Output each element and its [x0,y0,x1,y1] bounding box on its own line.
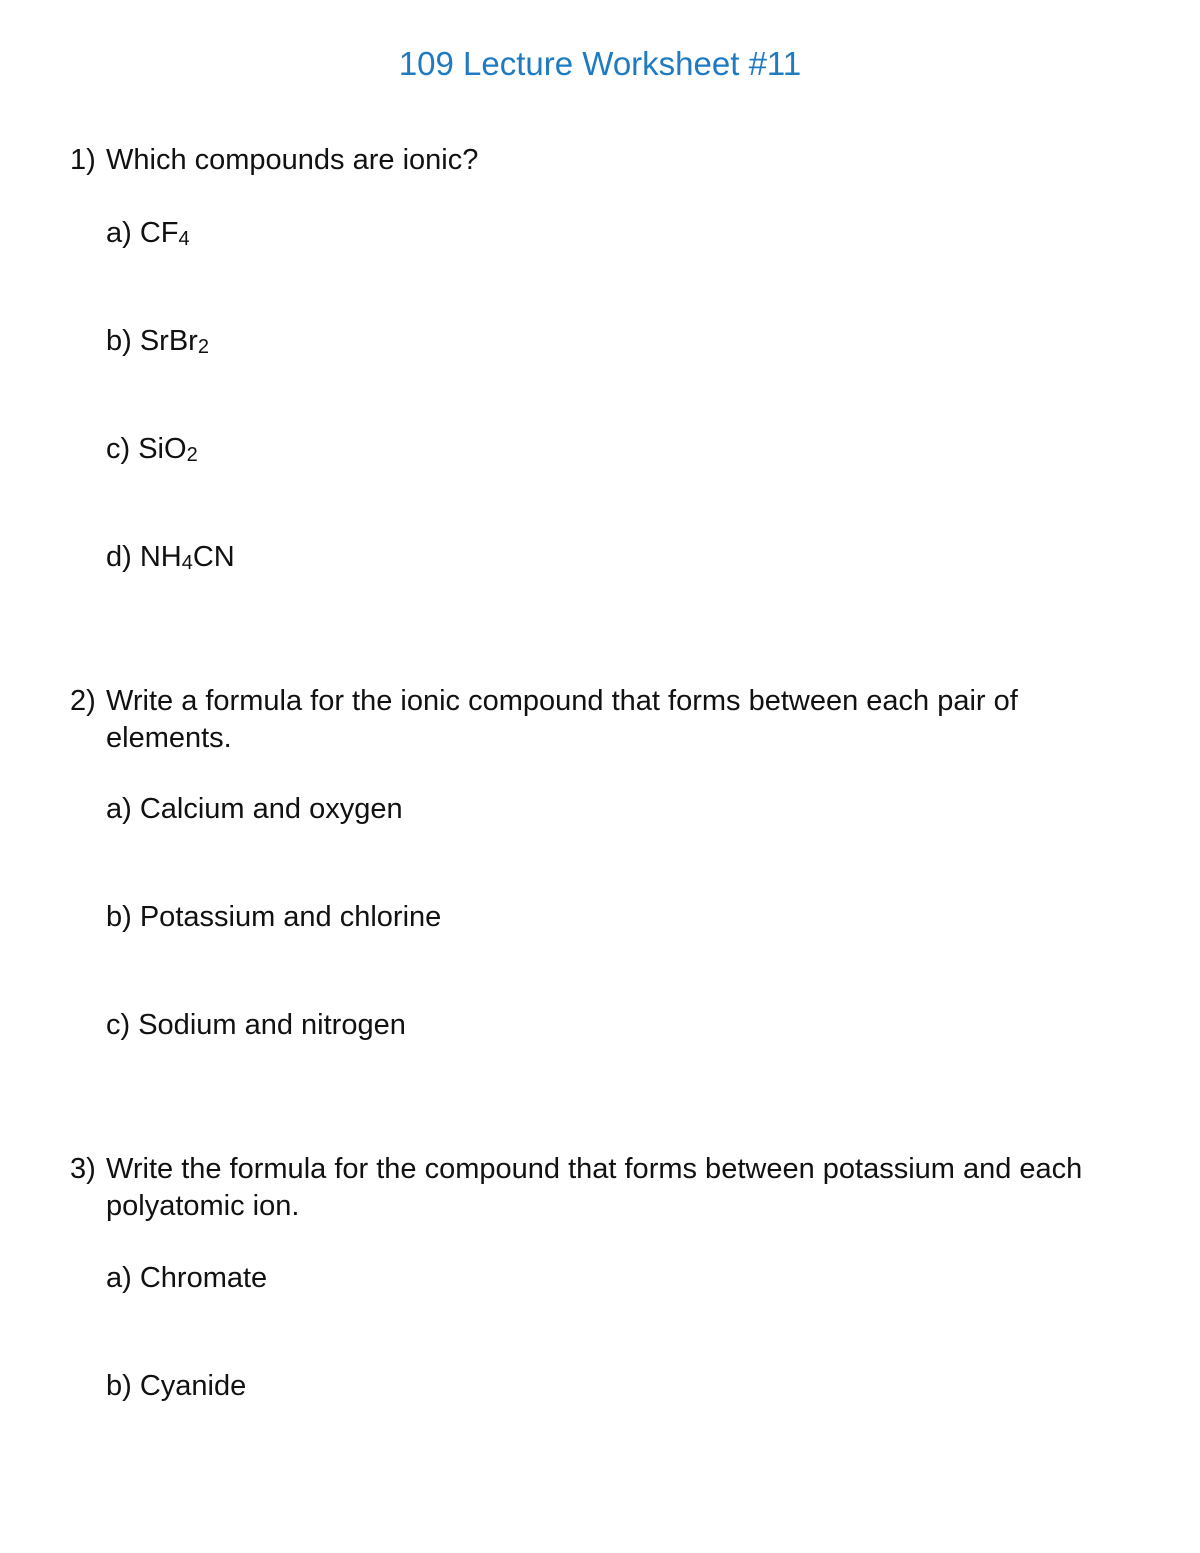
question-2 [70,683,1130,757]
q1-option-d [106,539,235,582]
q3-option-b: b) Cyanide [106,1370,247,1402]
question-number: 2) [70,685,96,717]
q2-option-b: b) Potassium and chlorine [106,901,442,933]
worksheet-title: 109 Lecture Worksheet #11 [398,45,802,82]
question-number: 1) [70,144,96,176]
question-text: Write a formula for the ionic compound that forms between each pair of elements. [106,685,1018,754]
q1-option-c [106,431,198,474]
q1-option-b [106,323,209,366]
question-3 [70,1151,1130,1225]
option-text: d) NH [106,541,182,573]
question-text: Write the formula for the compound that forms between potassium and each polyatomic ion. [106,1153,1083,1222]
q1-option-a [106,215,190,258]
subscript: 4 [181,552,193,574]
subscript: 4 [178,228,190,250]
option-text: c) SiO [106,433,187,465]
q2-option-a: a) Calcium and oxygen [106,793,403,825]
question-1 [70,142,1130,179]
q3-option-a: a) Chromate [106,1262,268,1294]
subscript: 2 [197,336,209,358]
question-number: 3) [70,1153,96,1185]
subscript: 2 [186,444,198,466]
option-text-suffix: CN [192,541,235,573]
q2-option-c: c) Sodium and nitrogen [106,1009,406,1041]
question-text: Which compounds are ionic? [106,144,479,176]
option-text: b) SrBr [106,325,198,357]
option-text: a) CF [106,217,179,249]
